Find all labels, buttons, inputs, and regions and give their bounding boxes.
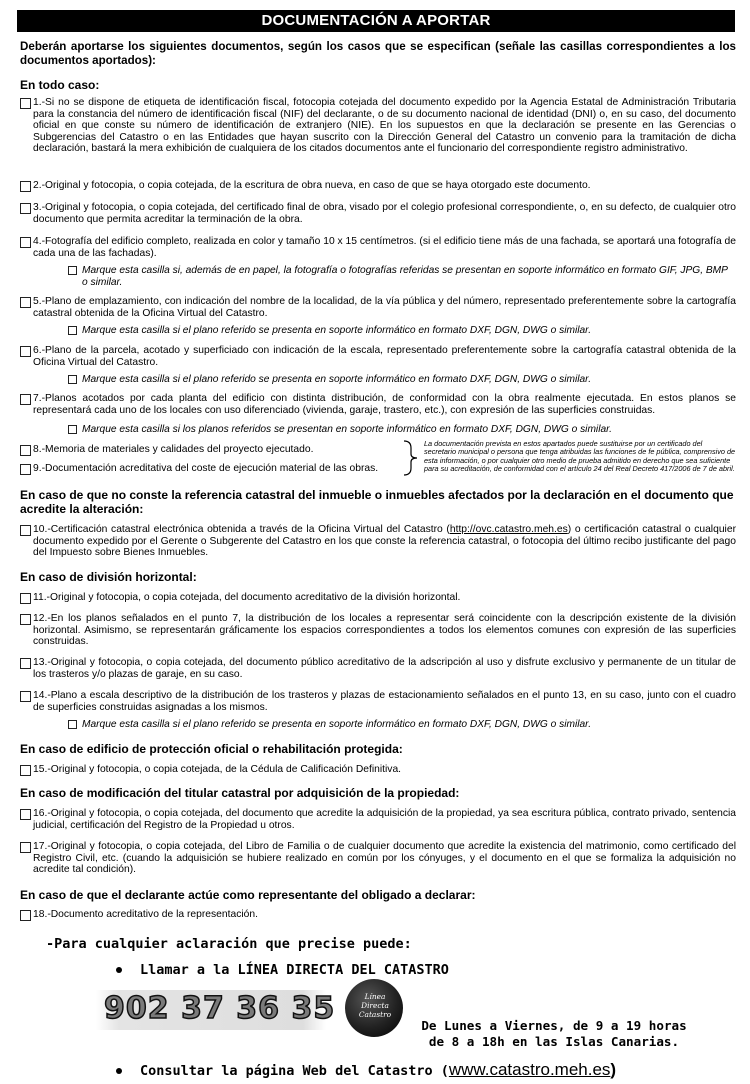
item-14: 14.-Plano a escala descriptivo de la distribución de los trasteros y plazas de estacionamiento señalados en el punto 13, en su caso, junto con el cuadro de superficies construidas asignadas a los mismos. xyxy=(20,690,736,713)
checkbox-item-12[interactable] xyxy=(20,614,31,625)
item-6: 6.-Plano de la parcela, acotado y superficiado con indicación de la escala, representado preferentemente sobre la cartografía catastral obtenida de la Oficina Virtual del Catastro. xyxy=(20,345,736,368)
checkbox-item-15[interactable] xyxy=(20,765,31,776)
service-hours: De Lunes a Viernes, de 9 a 19 horas de 8 a 18h en las Islas Canarias. xyxy=(421,1018,687,1049)
phone-number[interactable]: 902 37 36 35 xyxy=(104,991,336,1026)
ovc-link[interactable]: http://ovc.catastro.meh.es xyxy=(449,524,568,535)
checkbox-item-14-digital[interactable] xyxy=(68,720,77,729)
checkbox-item-10[interactable] xyxy=(20,525,31,536)
checkbox-item-16[interactable] xyxy=(20,809,31,820)
item-5-sub: Marque esta casilla si el plano referido se presenta en soporte informático en formato DXF, DGN, DWG o similar. xyxy=(68,325,736,337)
item-4-sub: Marque esta casilla si, además de en papel, la fotografía o fotografías referidas se presentan en soporte informático en formato GIF, JPG, BMP o similar. xyxy=(68,265,736,288)
checkbox-item-17[interactable] xyxy=(20,842,31,853)
checkbox-item-5-digital[interactable] xyxy=(68,326,77,335)
section-proteccion: En caso de edificio de protección oficial o rehabilitación protegida: xyxy=(20,742,403,756)
intro-text: Deberán aportarse los siguientes documentos, según los casos que se especifican (señale las casillas correspondientes a los documentos aportados): xyxy=(20,40,736,67)
bullet-icon xyxy=(116,1068,122,1074)
item-2: 2.-Original y fotocopia, o copia cotejada, de la escritura de obra nueva, en caso de que se haya otorgado este documento. xyxy=(20,180,736,192)
item-1: 1.-Si no se dispone de etiqueta de identificación fiscal, fotocopia cotejada del documento expedido por la Agencia Estatal de Administración Tributaria para la constancia del número de identificación fiscal (NIF) del declarante, o de su documento nacional de identidad (DNI) o, en su caso, del documento oficial en que conste su número de identificación de extranjero (NIE). En los supuestos en que la declaración se presente en las Gerencias o Subgerencias del Catastro o en las Entidades que hayan suscrito con la Dirección General del Catastro un convenio para la tramitación de dicha declaración, bastará la mera exhibición de cualquiera de los citados documentos ante el funcionario del correspondiente registro administrativo. xyxy=(20,97,736,155)
item-12: 12.-En los planos señalados en el punto 7, la distribución de los locales a representar será coincidente con la descripción existente de la división horizontal. Asimismo, se representarán gráficamente los espacios correspondientes a todos los elementos comunes con expresión de las superficies construidas. xyxy=(20,613,736,648)
item-11: 11.-Original y fotocopia, o copia cotejada, del documento acreditativo de la división horizontal. xyxy=(20,592,736,604)
checkbox-item-4-digital[interactable] xyxy=(68,266,77,275)
item-15: 15.-Original y fotocopia, o copia cotejada, de la Cédula de Calificación Definitiva. xyxy=(20,764,736,776)
item-14-sub: Marque esta casilla si el plano referido se presenta en soporte informático en formato DXF, DGN, DWG o similar. xyxy=(68,719,736,731)
section-todo-caso: En todo caso: xyxy=(20,78,100,92)
checkbox-item-7-digital[interactable] xyxy=(68,425,77,434)
bullet-icon xyxy=(116,967,122,973)
checkbox-item-13[interactable] xyxy=(20,658,31,669)
contact-bullet-phone: Llamar a la LÍNEA DIRECTA DEL CATASTRO xyxy=(116,962,449,978)
checkbox-item-8[interactable] xyxy=(20,445,31,456)
item-4: 4.-Fotografía del edificio completo, realizada en color y tamaño 10 x 15 centímetros. (si el edificio tiene más de una fachada, se aportará una fotografía de cada una de las fachadas). xyxy=(20,236,736,259)
checkbox-item-1[interactable] xyxy=(20,98,31,109)
checkbox-item-6-digital[interactable] xyxy=(68,375,77,384)
item-3: 3.-Original y fotocopia, o copia cotejada, del certificado final de obra, visado por el colegio profesional correspondiente, o, en su defecto, de cualquier otro documento que permita acreditar la terminación de la obra. xyxy=(20,202,736,225)
contact-bullet-web: Consultar la página Web del Catastro (www.catastro.meh.es) xyxy=(116,1060,616,1080)
section-modificacion: En caso de modificación del titular catastral por adquisición de la propiedad: xyxy=(20,786,460,800)
contact-heading: -Para cualquier aclaración que precise puede: xyxy=(46,936,412,952)
checkbox-item-5[interactable] xyxy=(20,297,31,308)
checkbox-item-9[interactable] xyxy=(20,464,31,475)
item-9: 9.-Documentación acreditativa del coste de ejecución material de las obras. xyxy=(20,463,410,475)
catastro-web-link[interactable]: www.catastro.meh.es xyxy=(448,1060,611,1079)
brace-icon xyxy=(402,440,420,476)
item-16: 16.-Original y fotocopia, o copia cotejada, del documento que acredite la adquisición de la propiedad, ya sea escritura pública, contrato privado, sentencia judicial, certificación del Registro de la Propiedad u otros. xyxy=(20,808,736,831)
item-17: 17.-Original y fotocopia, o copia cotejada, del Libro de Familia o de cualquier documento que acredite la existencia del matrimonio, como certificado del Registro Civil, etc. (cuando la adquisición se hubiere realizado en común por los cónyuges, y el documento en el que se formaliza la adquisición no acredite tal condición). xyxy=(20,841,736,876)
checkbox-item-11[interactable] xyxy=(20,593,31,604)
item-7-sub: Marque esta casilla si los planos referidos se presentan en soporte informático en formato DXF, DGN, DWG o similar. xyxy=(68,424,736,436)
checkbox-item-3[interactable] xyxy=(20,203,31,214)
checkbox-item-2[interactable] xyxy=(20,181,31,192)
section-division: En caso de división horizontal: xyxy=(20,570,197,584)
item-10: 10.-Certificación catastral electrónica obtenida a través de la Oficina Virtual del Catastro (http://ovc.catastro.meh.es) o certificación catastral o cualquier documento expedido por el Gerente o Subgerente del Catastro en los que conste la referencia catastral, o fotocopia del último recibo justificante del pago del Impuesto sobre Bienes Inmuebles. xyxy=(20,524,736,559)
item-8: 8.-Memoria de materiales y calidades del proyecto ejecutado. xyxy=(20,444,410,456)
item-18: 18.-Documento acreditativo de la representación. xyxy=(20,909,736,921)
item-13: 13.-Original y fotocopia, o copia cotejada, del documento público acreditativo de la adscripción al uso y disfrute exclusivo y permanente de un titular de los trasteros y/o plazas de garaje, en su caso. xyxy=(20,657,736,680)
page-title: DOCUMENTACIÓN A APORTAR xyxy=(17,10,735,32)
checkbox-item-4[interactable] xyxy=(20,237,31,248)
checkbox-item-18[interactable] xyxy=(20,910,31,921)
logo-text: Línea Directa Catastro xyxy=(358,992,392,1019)
checkbox-item-6[interactable] xyxy=(20,346,31,357)
section-no-referencia: En caso de que no conste la referencia catastral del inmueble o inmuebles afectados por la declaración en el documento que acredite la alteración: xyxy=(20,488,734,516)
item-5: 5.-Plano de emplazamiento, con indicación del nombre de la localidad, de la vía pública y del número, representado preferentemente sobre la cartografía catastral obtenida de la Oficina Virtual del Catastro. xyxy=(20,296,736,319)
items-8-9-note: La documentación prevista en estos apartados puede sustituirse por un certificado del secretario municipal o persona que tenga atribuidas las funciones de fe pública, comprensivo de esta información, o por cualquier otro medio de prueba admitido en derecho que sea suficiente para su acreditación, de conformidad con el artículo 24 del Real Decreto 417/2006 de 7 de abril. xyxy=(424,439,736,473)
checkbox-item-7[interactable] xyxy=(20,394,31,405)
item-7: 7.-Planos acotados por cada planta del edificio con distinta distribución, de conformidad con la obra realmente ejecutada. En estos planos se representará cada uno de los locales con uso diferenciado (vivienda, garaje, trastero, etc.), con expresión de las superficies construidas. xyxy=(20,393,736,416)
checkbox-item-14[interactable] xyxy=(20,691,31,702)
item-6-sub: Marque esta casilla si el plano referido se presenta en soporte informático en formato DXF, DGN, DWG o similar. xyxy=(68,374,736,386)
section-representante: En caso de que el declarante actúe como representante del obligado a declarar: xyxy=(20,888,476,902)
